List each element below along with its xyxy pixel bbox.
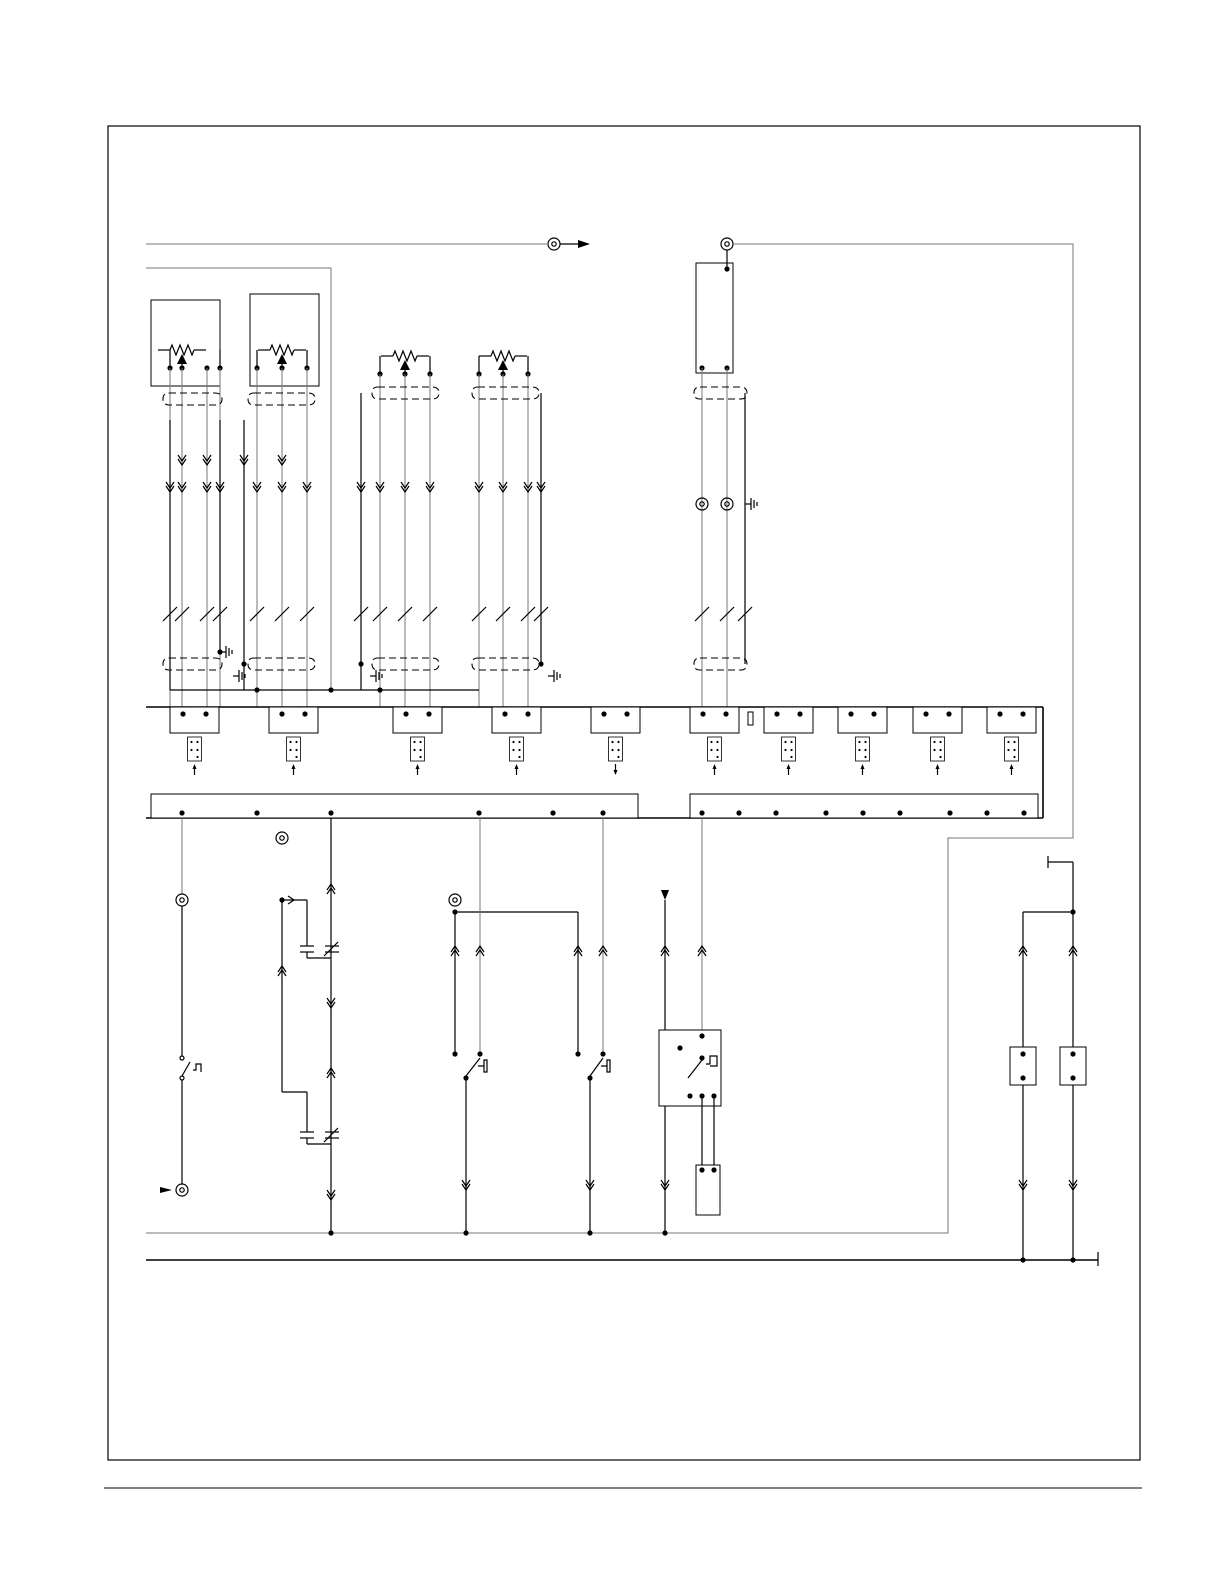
pin-dot <box>419 756 421 758</box>
strip-terminal <box>823 810 828 815</box>
pressure-switch <box>160 818 201 1196</box>
ground-icon <box>745 498 757 510</box>
pin-dot <box>512 749 514 751</box>
connector-pin <box>797 711 802 716</box>
connector-1 <box>170 707 219 775</box>
sensor-group-2 <box>233 294 319 707</box>
bus-junction <box>662 1230 667 1235</box>
connector-shell <box>838 707 887 733</box>
pin-dot <box>196 756 198 758</box>
pressure-actuator-icon <box>193 1064 201 1072</box>
connector-6 <box>690 707 739 775</box>
sensor-group-3 <box>370 351 439 707</box>
pin-dot <box>617 741 619 743</box>
pin-dot <box>289 741 291 743</box>
junction-dot <box>711 1167 716 1172</box>
connector-pin <box>426 711 431 716</box>
pin-dot <box>710 741 712 743</box>
pin-dot <box>518 749 520 751</box>
connector-face <box>1005 737 1019 761</box>
switch-blade <box>590 1058 603 1076</box>
pin-dot <box>419 749 421 751</box>
connector-pin <box>502 711 507 716</box>
junction-dot <box>538 661 543 666</box>
connector-8 <box>838 707 887 775</box>
pin-dot <box>784 741 786 743</box>
connector-5 <box>591 707 640 775</box>
pin-dot <box>419 741 421 743</box>
pin-dot <box>1013 749 1015 751</box>
strip-terminal <box>179 810 184 815</box>
junction-dot <box>1020 1051 1025 1056</box>
pin-dot <box>413 749 415 751</box>
connector-face <box>782 737 796 761</box>
pin-dot <box>716 741 718 743</box>
connector-shell <box>913 707 962 733</box>
pin-dot <box>617 756 619 758</box>
junction-dot <box>328 687 333 692</box>
connector-pin <box>525 711 530 716</box>
connector-pin <box>700 711 705 716</box>
bus-junction <box>463 1230 468 1235</box>
junction-dot <box>699 1167 704 1172</box>
ground-icon <box>233 670 245 682</box>
pin-dot <box>939 756 941 758</box>
module-right <box>694 250 757 725</box>
connector-shell <box>269 707 318 733</box>
shield-loop-lower <box>163 658 222 670</box>
pin-dot <box>933 741 935 743</box>
pin-dot <box>611 741 613 743</box>
shield-loop <box>472 387 539 399</box>
connector-3 <box>393 707 442 775</box>
pushbutton-icon <box>601 1060 610 1072</box>
pin-dot <box>784 749 786 751</box>
connector-face <box>931 737 945 761</box>
pin-dot <box>933 749 935 751</box>
junction-dot <box>1020 1257 1025 1262</box>
arrow-icon <box>614 770 618 775</box>
ground-icon <box>548 670 560 682</box>
connector-pin <box>601 711 606 716</box>
resistor-icon <box>491 351 515 361</box>
pin-dot <box>518 756 520 758</box>
junction-dot <box>687 1093 692 1098</box>
connector-shell <box>764 707 813 733</box>
connector-pin <box>923 711 928 716</box>
arrow-icon <box>515 764 519 769</box>
capacitor-pair <box>276 818 339 1233</box>
load-module <box>696 1165 720 1215</box>
connector-4 <box>492 707 541 775</box>
connector-shell <box>987 707 1036 733</box>
strip-terminal <box>328 810 333 815</box>
pin-dot <box>611 749 613 751</box>
connector-shell <box>393 707 442 733</box>
pin-dot <box>716 749 718 751</box>
junction-dot <box>1020 1075 1025 1080</box>
pin-dot <box>864 756 866 758</box>
junction-dot <box>677 1045 682 1050</box>
resistor-icon <box>393 351 417 361</box>
pin-dot <box>1013 741 1015 743</box>
arrow-icon <box>416 764 420 769</box>
connector-pin <box>774 711 779 716</box>
pin-dot <box>864 749 866 751</box>
strip-terminal <box>476 810 481 815</box>
junction-dot <box>724 266 729 271</box>
sensor-housing <box>250 294 319 386</box>
arrow-icon <box>160 1187 172 1193</box>
junction-dot <box>699 1055 704 1060</box>
bus-junction <box>587 1230 592 1235</box>
connector-2 <box>269 707 318 775</box>
pin-dot <box>710 749 712 751</box>
connector-pin <box>1020 711 1025 716</box>
pin-dot <box>939 741 941 743</box>
arrow-icon <box>661 890 669 900</box>
shield-loop <box>163 393 222 405</box>
switch-b <box>586 818 610 1233</box>
connector-face <box>609 737 623 761</box>
connector-pin <box>302 711 307 716</box>
junction-dot <box>217 649 222 654</box>
junction-dot <box>358 661 363 666</box>
pin-dot <box>939 749 941 751</box>
connector-pin <box>624 711 629 716</box>
connector-shell <box>690 707 739 733</box>
terminal <box>276 832 288 844</box>
pin-dot <box>196 741 198 743</box>
junction-dot <box>1070 1051 1075 1056</box>
pin-dot <box>190 749 192 751</box>
strip-terminal <box>897 810 902 815</box>
connector-face <box>708 737 722 761</box>
connector-pin <box>180 711 185 716</box>
pin-dot <box>295 749 297 751</box>
strip-terminal <box>254 810 259 815</box>
pin-dot <box>790 741 792 743</box>
junction-dot <box>575 1051 580 1056</box>
arrow-icon <box>713 764 717 769</box>
strip-terminal <box>550 810 555 815</box>
junction-dot <box>477 1051 482 1056</box>
connector-pin <box>848 711 853 716</box>
terminal <box>176 1184 188 1196</box>
pin-dot <box>1007 749 1009 751</box>
pin-dot <box>1007 741 1009 743</box>
junction-dot <box>600 1051 605 1056</box>
pin-dot <box>518 741 520 743</box>
connector-pin <box>279 711 284 716</box>
sensor-housing <box>151 300 220 386</box>
connector-pin <box>203 711 208 716</box>
pin-dot <box>295 756 297 758</box>
connector-pin <box>723 711 728 716</box>
junction-dot <box>254 687 259 692</box>
pin-dot <box>858 749 860 751</box>
connector-pin <box>946 711 951 716</box>
pushbutton-icon <box>478 1060 487 1072</box>
module-housing <box>696 263 733 373</box>
junction-dot <box>377 687 382 692</box>
connector-shell <box>591 707 640 733</box>
switch-a <box>449 818 582 1233</box>
potentiometer-icon <box>381 351 429 370</box>
connector-7 <box>764 707 813 775</box>
junction-dot <box>699 1033 704 1038</box>
strip-terminal <box>736 810 741 815</box>
connector-face <box>510 737 524 761</box>
arrow-icon <box>193 764 197 769</box>
pin-dot <box>196 749 198 751</box>
junction-dot <box>1070 1257 1075 1262</box>
connector-face <box>287 737 301 761</box>
connector-shell <box>170 707 219 733</box>
strip-terminal <box>773 810 778 815</box>
connector-face <box>188 737 202 761</box>
terminal <box>449 894 461 906</box>
strip-terminal <box>984 810 989 815</box>
arrow-icon <box>1010 764 1014 769</box>
terminal <box>176 894 188 906</box>
switch-blade <box>466 1058 480 1076</box>
pin-dot <box>790 756 792 758</box>
pin-dot <box>617 749 619 751</box>
arrow-icon <box>787 764 791 769</box>
pin-dot <box>295 741 297 743</box>
junction-dot <box>1070 1075 1075 1080</box>
strip-terminal <box>1021 810 1026 815</box>
connector-shell <box>492 707 541 733</box>
test-point <box>748 712 753 725</box>
connector-face <box>856 737 870 761</box>
bus-junction <box>328 1230 333 1235</box>
arrow-icon <box>861 764 865 769</box>
pin-dot <box>289 749 291 751</box>
strip-terminal <box>600 810 605 815</box>
connector-pin <box>871 711 876 716</box>
connector-face <box>411 737 425 761</box>
sensor-group-4 <box>472 351 560 707</box>
switch-blade <box>182 1062 190 1076</box>
shield-loop-lower <box>472 658 539 670</box>
terminal-strip-left <box>151 794 638 818</box>
pin-dot <box>190 741 192 743</box>
junction-dot <box>452 1051 457 1056</box>
pin-dot <box>864 741 866 743</box>
junction-dot <box>241 661 246 666</box>
connector-pin <box>403 711 408 716</box>
strip-terminal <box>860 810 865 815</box>
potentiometer-icon <box>479 351 527 370</box>
pin-dot <box>716 756 718 758</box>
strip-terminal <box>947 810 952 815</box>
arrow-icon <box>936 764 940 769</box>
arrow-icon <box>292 764 296 769</box>
right-components <box>1010 856 1086 1263</box>
pin-dot <box>858 741 860 743</box>
pin-dot <box>790 749 792 751</box>
connector-pin <box>997 711 1002 716</box>
pin-dot <box>1013 756 1015 758</box>
pin-dot <box>512 741 514 743</box>
connector-10 <box>987 707 1036 775</box>
pin-dot <box>413 741 415 743</box>
relay <box>659 818 721 1233</box>
connector-9 <box>913 707 962 775</box>
strip-terminal <box>699 810 704 815</box>
